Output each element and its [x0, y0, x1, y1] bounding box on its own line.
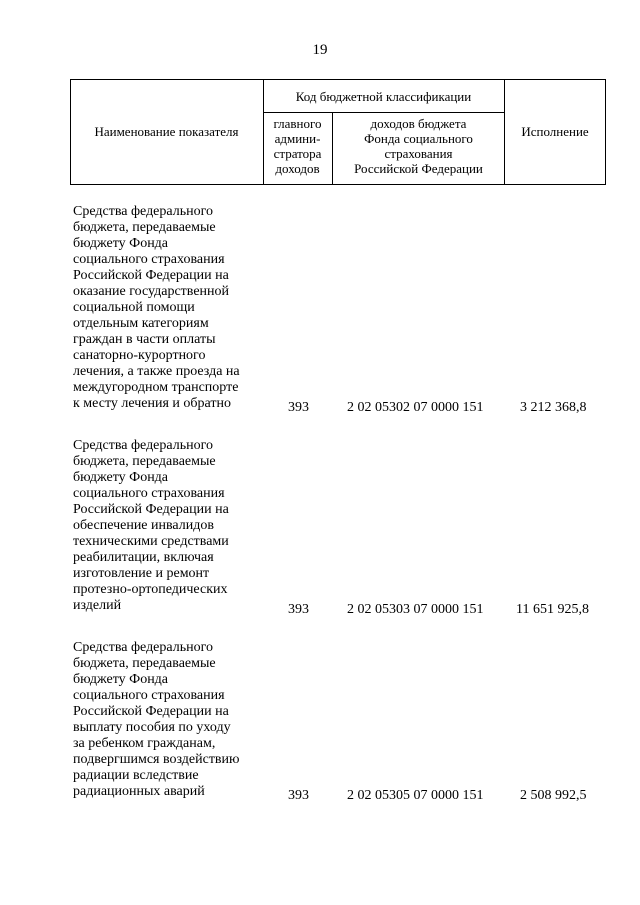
name-line: бюджета, передаваемые	[73, 454, 216, 469]
name-line: протезно-ортопедических	[73, 582, 228, 597]
execution-amount: 3 212 368,8	[520, 400, 587, 415]
indicator-name	[73, 204, 273, 412]
header-revenue-line: Фонда социального	[364, 131, 473, 146]
header-revenue-line: страхования	[384, 146, 453, 161]
name-line: реабилитации, включая	[73, 550, 214, 565]
name-line: социальной помощи	[73, 300, 195, 315]
header-admin-line: главного	[273, 116, 322, 131]
name-line: техническими средствами	[73, 534, 229, 549]
admin-code: 393	[288, 788, 309, 803]
indicator-name	[73, 438, 273, 614]
name-line: граждан в части оплаты	[73, 332, 216, 347]
name-line: социального страхования	[73, 486, 225, 501]
name-line: бюджета, передаваемые	[73, 656, 216, 671]
header-admin-line: админи-	[274, 131, 321, 146]
name-line: Средства федерального	[73, 438, 213, 453]
admin-code: 393	[288, 400, 309, 415]
name-line: подвергшимся воздействию	[73, 752, 240, 767]
name-line: Российской Федерации на	[73, 502, 229, 517]
name-line: санаторно-курортного	[73, 348, 206, 363]
admin-code: 393	[288, 602, 309, 617]
name-line: бюджета, передаваемые	[73, 220, 216, 235]
name-line: социального страхования	[73, 252, 225, 267]
revenue-code: 2 02 05305 07 0000 151	[347, 788, 484, 803]
name-line: отдельным категориям	[73, 316, 209, 331]
header-revenue-column	[333, 116, 504, 176]
name-line: Российской Федерации на	[73, 268, 229, 283]
divider-kbk-subheader	[263, 112, 504, 113]
header-revenue-line: доходов бюджета	[370, 116, 467, 131]
header-execution-column: Исполнение	[521, 124, 589, 139]
name-line: бюджету Фонда	[73, 236, 169, 251]
name-line: социального страхования	[73, 688, 225, 703]
name-line: изделий	[73, 598, 122, 613]
header-admin-column	[263, 116, 332, 176]
name-line: радиации вследствие	[73, 768, 199, 783]
header-admin-line: доходов	[275, 161, 320, 176]
name-line: оказание государственной	[73, 284, 230, 299]
header-name-column: Наименование показателя	[94, 124, 239, 139]
name-line: Средства федерального	[73, 204, 213, 219]
name-line: Средства федерального	[73, 640, 213, 655]
execution-amount: 2 508 992,5	[520, 788, 587, 803]
execution-amount: 11 651 925,8	[516, 602, 589, 617]
name-line: междугородном транспорте	[73, 380, 239, 395]
indicator-name	[73, 640, 273, 800]
revenue-code: 2 02 05302 07 0000 151	[347, 400, 484, 415]
name-line: изготовление и ремонт	[73, 566, 210, 581]
page-number: 19	[312, 42, 328, 58]
name-line: лечения, а также проезда на	[73, 364, 240, 379]
header-admin-line: стратора	[273, 146, 322, 161]
revenue-code: 2 02 05303 07 0000 151	[347, 602, 484, 617]
name-line: выплату пособия по уходу	[73, 720, 231, 735]
header-revenue-line: Российской Федерации	[354, 161, 483, 176]
name-line: обеспечение инвалидов	[73, 518, 214, 533]
name-line: бюджету Фонда	[73, 470, 169, 485]
name-line: к месту лечения и обратно	[73, 396, 231, 411]
name-line: радиационных аварий	[73, 784, 205, 799]
name-line: за ребенком гражданам,	[73, 736, 216, 751]
name-line: Российской Федерации на	[73, 704, 229, 719]
name-line: бюджету Фонда	[73, 672, 169, 687]
header-kbk-title: Код бюджетной классификации	[295, 89, 472, 104]
